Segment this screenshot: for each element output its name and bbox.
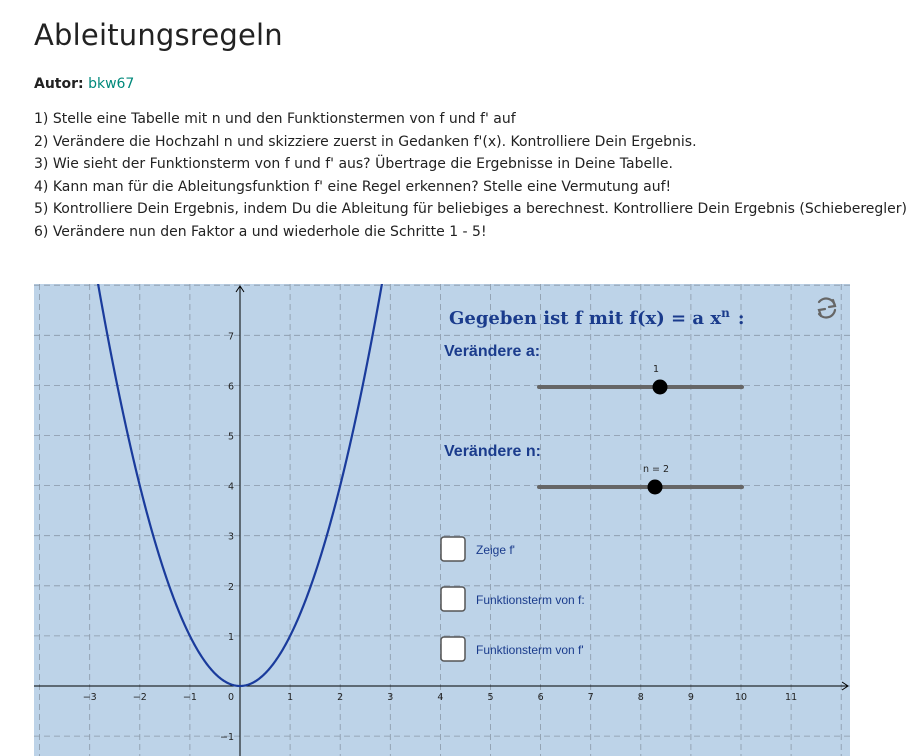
slider-n-handle[interactable] — [648, 480, 663, 495]
refresh-icon — [819, 298, 835, 317]
slider-a-handle[interactable] — [653, 380, 668, 395]
checkbox-term-f-label: Funktionsterm von f: — [476, 593, 585, 607]
y-tick-label: 7 — [227, 331, 234, 343]
task-item-5: 5) Kontrolliere Dein Ergebnis, indem Du die Ableitung für beliebiges a berechnest. Kontrolliere Dein Ergebnis (Schieberegler) — [34, 201, 907, 218]
axes — [34, 286, 848, 756]
x-tick-label: −2 — [132, 692, 147, 703]
task-item-6: 6) Verändere nun den Faktor a und wiederhole die Schritte 1 - 5! — [34, 223, 487, 240]
x-tick-label: 5 — [487, 692, 494, 703]
given-function-text: Gegeben ist f mit f(x) = a $x^n$ : — [449, 306, 745, 329]
grid-lines — [34, 284, 850, 756]
x-tick-label: 7 — [587, 692, 594, 703]
x-tick-label: 0 — [227, 692, 235, 703]
task-item-2: 2) Verändere die Hochzahl n und skizziere zuerst in Gedanken f'(x). Kontrolliere Dein Ergebnis. — [34, 133, 697, 150]
x-tick-label: 11 — [785, 692, 798, 703]
checkbox-term-f[interactable] — [441, 587, 585, 611]
x-tick-label: −3 — [82, 692, 97, 703]
y-tick-label: 6 — [227, 381, 234, 393]
slider-n-value: n = 2 — [643, 464, 670, 475]
x-tick-label: 9 — [687, 692, 694, 703]
x-tick-label: 3 — [387, 692, 394, 703]
y-tick-label: −1 — [219, 732, 234, 744]
x-tick-label: 2 — [337, 692, 344, 703]
page-title: Ableitungsregeln — [34, 18, 283, 52]
author-label: Autor: — [34, 76, 84, 92]
task-item-4: 4) Kann man für die Ableitungsfunktion f' eine Regel erkennen? Stelle eine Vermutung auf! — [34, 178, 672, 195]
checkbox-show-derivative-label: Zeige f' — [476, 543, 515, 557]
y-tick-label: 4 — [227, 481, 234, 493]
reset-button[interactable] — [819, 298, 835, 317]
y-tick-label: 2 — [227, 581, 234, 593]
geogebra-applet[interactable] — [34, 284, 850, 756]
checkbox-show-derivative[interactable] — [441, 537, 515, 561]
slider-a-label: Verändere a: — [444, 343, 541, 360]
checkbox-term-fprime[interactable] — [441, 637, 584, 661]
y-tick-label: 3 — [227, 531, 234, 543]
task-list — [34, 108, 907, 244]
x-tick-label: 1 — [287, 692, 294, 703]
x-tick-label: 10 — [734, 692, 748, 703]
x-tick-label: 6 — [537, 692, 544, 703]
graph-canvas[interactable] — [34, 284, 850, 756]
author-line — [34, 76, 134, 92]
task-item-1: 1) Stelle eine Tabelle mit n und den Funktionstermen von f und f' auf — [34, 111, 516, 127]
y-tick-label: 5 — [227, 431, 234, 443]
task-item-3: 3) Wie sieht der Funktionsterm von f und f' aus? Übertrage die Ergebnisse in Deine Tabelle. — [34, 156, 673, 173]
author-link[interactable]: bkw67 — [88, 76, 135, 92]
x-tick-label: −1 — [182, 692, 197, 703]
y-tick-label: 1 — [227, 631, 234, 643]
x-tick-label: 8 — [637, 692, 644, 703]
x-tick-label: 4 — [437, 692, 444, 703]
slider-a-value: 1 — [653, 364, 660, 375]
checkbox-term-fprime-label: Funktionsterm von f' — [476, 643, 584, 657]
slider-n-label: Verändere n: — [444, 443, 541, 460]
